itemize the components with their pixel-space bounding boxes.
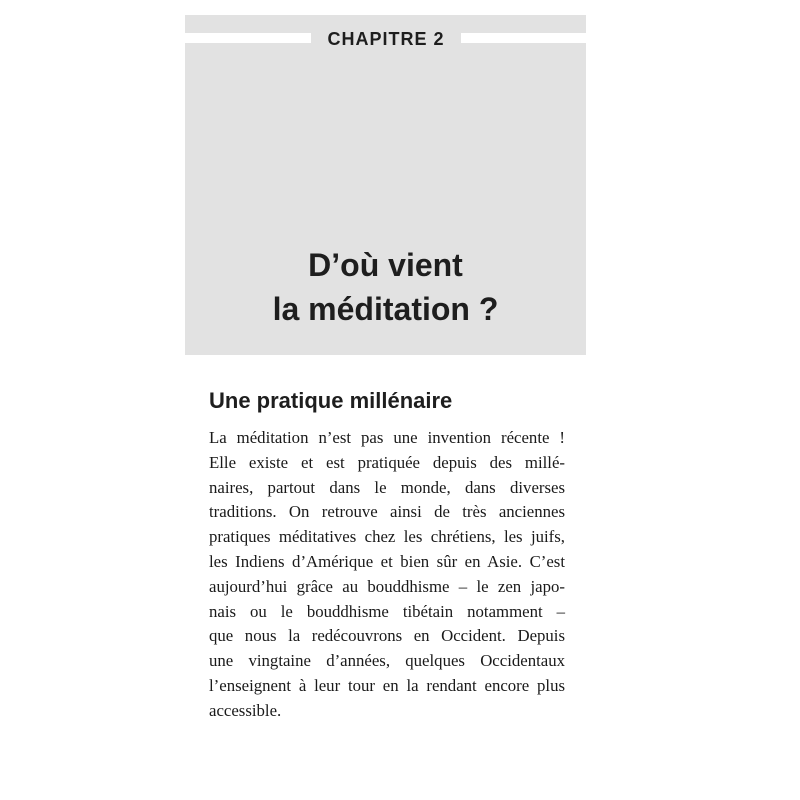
body-line: l’enseignent à leur tour en la rendant encore plus	[209, 675, 565, 695]
body-line: que nous la redécouvrons en Occident. Depuis	[209, 626, 565, 646]
body-line: accessible.	[209, 700, 282, 720]
body-paragraph	[209, 426, 565, 724]
body-line: aujourd’hui grâce au bouddhisme – le zen japo-	[209, 576, 565, 596]
body-line: les Indiens d’Amérique et bien sûr en Asie. C’est	[209, 551, 565, 571]
chapter-title-line: D’où vient	[308, 247, 463, 283]
section-heading: Une pratique millénaire	[209, 388, 453, 413]
chapter-title-line: la méditation ?	[272, 291, 499, 327]
chapter-title	[185, 243, 586, 331]
body-line: traditions. On retrouve ainsi de très anciennes	[209, 502, 565, 522]
chapter-header-block	[185, 15, 586, 355]
body-line: naires, partout dans le monde, dans diverses	[209, 477, 565, 497]
body-line: La méditation n’est pas une invention récente !	[209, 428, 565, 447]
body-line: pratiques méditatives chez les chrétiens, les juifs,	[209, 527, 565, 547]
body-line: nais ou le bouddhisme tibétain notamment –	[209, 601, 565, 621]
body-line: une vingtaine d’années, quelques Occidentaux	[209, 651, 565, 671]
body-line: Elle existe et est pratiquée depuis des millé-	[209, 452, 565, 472]
chapter-label: CHAPITRE 2	[311, 27, 461, 51]
